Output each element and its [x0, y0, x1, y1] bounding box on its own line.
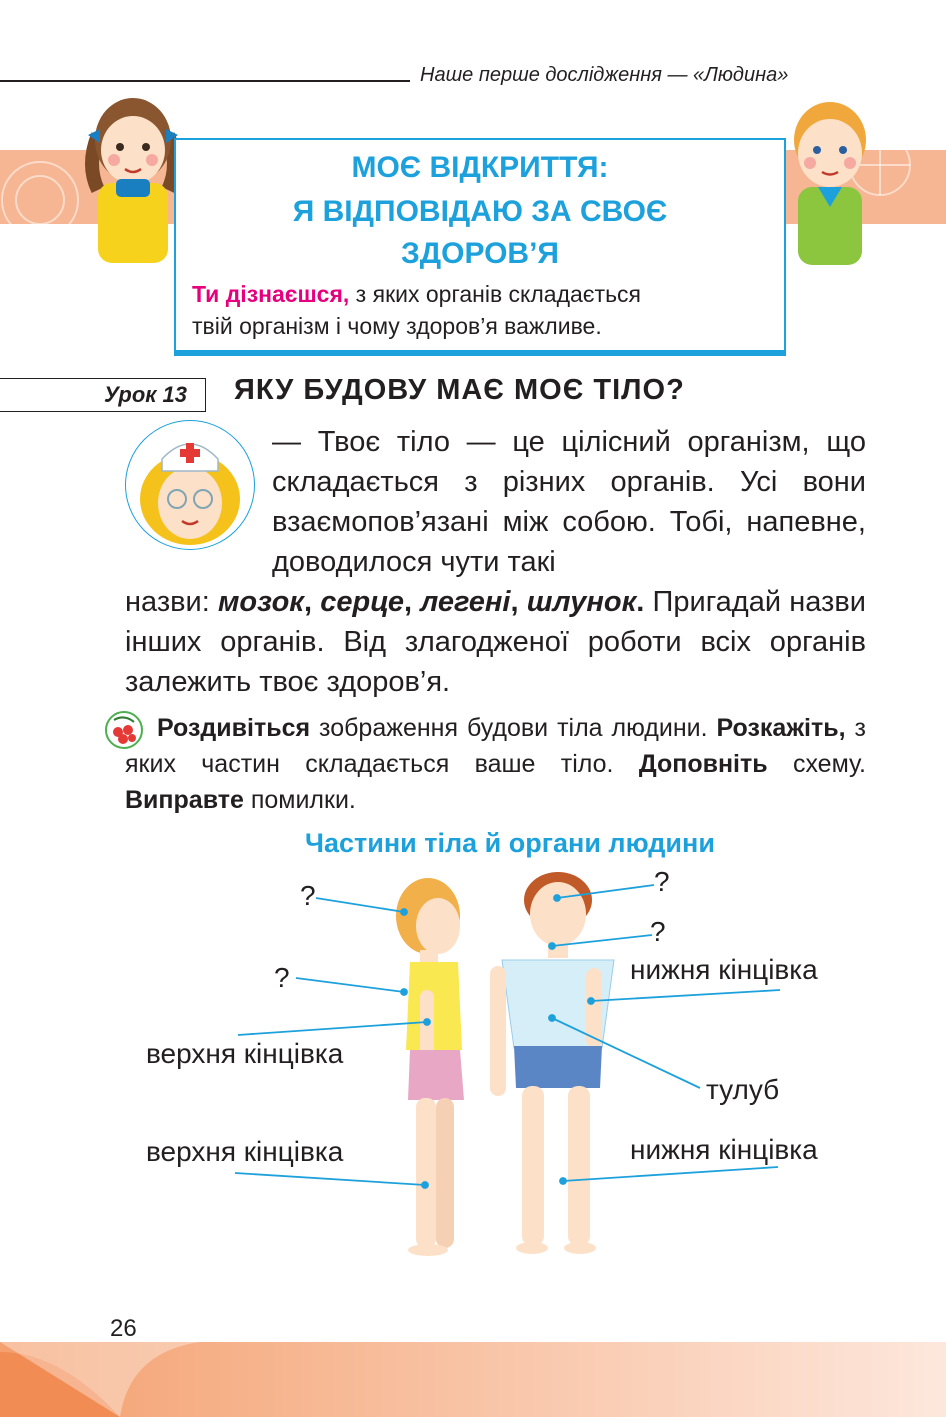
- task-text-2: з яких частин складається ваше тіло.: [125, 714, 866, 778]
- task-verb-correct: Виправте: [125, 786, 244, 814]
- organ-heart: серце: [320, 586, 404, 618]
- task-verb-look: Роздивіться: [157, 714, 311, 742]
- girl-mascot-illustration: [78, 95, 188, 265]
- task-instructions: [125, 710, 866, 818]
- intro-names-lead: назви:: [125, 586, 218, 618]
- lesson-heading-box: [174, 138, 786, 352]
- lesson-number-box: [0, 378, 206, 412]
- heading-line-1: МОЄ ВІДКРИТТЯ:: [351, 151, 609, 184]
- task-text-4: помилки.: [243, 786, 356, 814]
- scheme-question-right-2: ?: [650, 916, 666, 947]
- learning-goal: [192, 278, 782, 342]
- lesson-number: Урок 13: [104, 382, 187, 407]
- lesson-title: ЯКУ БУДОВУ МАЄ МОЄ ТІЛО?: [234, 374, 685, 406]
- boy-mascot-illustration: [770, 95, 890, 265]
- scheme-label-upper-limb-1: верхня кінцівка: [146, 1038, 344, 1069]
- organ-brain: мозок: [217, 586, 304, 618]
- intro-text-end: Пригадай назви інших органів. Від злагодженої роботи всіх органів залежить твоє здоров’я.: [125, 586, 866, 698]
- learning-goal-text-2: твій організм і чому здоров’я важливе.: [192, 313, 602, 339]
- scheme-label-lower-limb-2: нижня кінцівка: [630, 1134, 818, 1165]
- task-text-1: зображення будови тіла людини.: [310, 714, 717, 742]
- nurse-avatar: [125, 420, 255, 550]
- intro-text: — Твоє тіло — це цілісний організм, що складається з різних органів. Усі вони взаємопов’язані між собою. Тобі, напевне, доводилося чути такі: [272, 426, 866, 578]
- scheme-question-right-1: ?: [654, 866, 670, 897]
- intro-paragraph-bottom: назви: мозок, серце, легені, шлунок. Пригадай назви інших органів. Від злагодженої роботи всіх органів залежить твоє здоров’я.: [125, 586, 866, 698]
- heading-line-2: Я ВІДПОВІДАЮ ЗА СВОЄ: [292, 195, 668, 228]
- learning-goal-highlight: Ти дізнаєшся,: [192, 281, 350, 307]
- page-number: 26: [110, 1315, 137, 1342]
- scheme-title: Частини тіла й органи людини: [305, 828, 715, 858]
- organ-stomach: шлунок: [526, 586, 637, 618]
- header-rule: [0, 80, 410, 82]
- learning-goal-text-1: з яких органів складається: [349, 281, 642, 307]
- scheme-question-left-1: ?: [300, 880, 316, 911]
- footer-band: [0, 1342, 946, 1417]
- scheme-question-left-2: ?: [274, 962, 290, 993]
- scheme-label-lower-limb-1: нижня кінцівка: [630, 954, 818, 985]
- task-verb-tell: Розкажіть,: [716, 714, 846, 742]
- task-text-3: схему.: [767, 750, 866, 778]
- organ-lungs: легені: [420, 586, 511, 618]
- task-verb-complete: Доповніть: [638, 750, 768, 778]
- intro-paragraph-top: [272, 422, 866, 582]
- heading-line-3: ЗДОРОВ’Я: [400, 237, 559, 270]
- scheme-label-upper-limb-2: верхня кінцівка: [146, 1136, 344, 1167]
- running-title: Наше перше дослідження — «Людина»: [420, 64, 789, 86]
- scheme-label-torso: тулуб: [706, 1074, 780, 1105]
